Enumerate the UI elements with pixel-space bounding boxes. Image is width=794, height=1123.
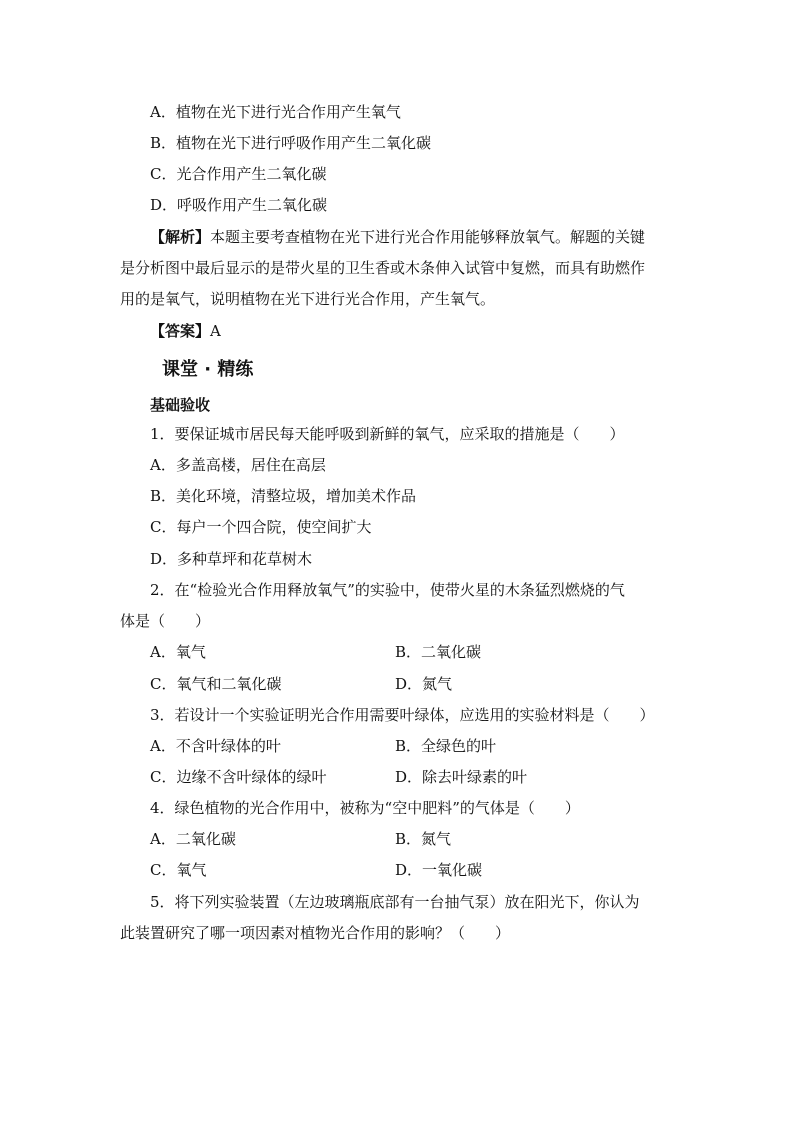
- q3-option-a: A．不含叶绿体的叶: [150, 737, 281, 755]
- q4-option-d: D．一氧化碳: [395, 861, 483, 879]
- analysis-line-3: 用的是氧气，说明植物在光下进行光合作用，产生氧气。: [120, 290, 496, 308]
- prev-option-d: D．呼吸作用产生二氧化碳: [150, 196, 328, 214]
- q4-stem: 4．绿色植物的光合作用中，被称为“空中肥料”的气体是（ ）: [150, 799, 580, 817]
- q3-stem: 3．若设计一个实验证明光合作用需要叶绿体，应选用的实验材料是（ ）: [150, 706, 655, 724]
- prev-option-c: C．光合作用产生二氧化碳: [150, 165, 327, 183]
- q3-option-d: D．除去叶绿素的叶: [395, 768, 528, 786]
- q2-stem-line-2: 体是（ ）: [120, 612, 211, 630]
- section-title: 课堂 · 精练: [162, 359, 254, 380]
- answer-line: [150, 320, 221, 342]
- q3-option-b: B．全绿色的叶: [395, 737, 497, 755]
- q5-stem-line-1: 5．将下列实验装置（左边玻璃瓶底部有一台抽气泵）放在阳光下，你认为: [150, 893, 640, 911]
- analysis-line-2: 是分析图中最后显示的是带火星的卫生香或木条伸入试管中复燃，而具有助燃作: [120, 259, 646, 277]
- analysis-text-1: 本题主要考查植物在光下进行光合作用能够释放氧气。解题的关键: [210, 228, 646, 246]
- section-subtitle: 基础验收: [150, 396, 211, 414]
- q1-option-a: A．多盖高楼，居住在高层: [150, 456, 326, 474]
- q1-option-c: C．每户一个四合院，使空间扩大: [150, 518, 372, 536]
- q2-stem-line-1: 2．在“检验光合作用释放氧气”的实验中，使带火星的木条猛烈燃烧的气: [150, 581, 625, 599]
- q2-option-a: A．氧气: [150, 643, 206, 661]
- q4-option-a: A．二氧化碳: [150, 830, 236, 848]
- q2-option-c: C．氧气和二氧化碳: [150, 675, 282, 693]
- q1-stem: 1．要保证城市居民每天能呼吸到新鲜的氧气，应采取的措施是（ ）: [150, 425, 625, 443]
- q4-option-b: B．氮气: [395, 830, 452, 848]
- q5-stem-line-2: 此装置研究了哪一项因素对植物光合作用的影响？（ ）: [120, 924, 511, 942]
- analysis-tag: 【解析】: [150, 228, 211, 246]
- prev-option-a: A．植物在光下进行光合作用产生氧气: [150, 103, 401, 121]
- q4-option-c: C．氧气: [150, 861, 207, 879]
- answer-value: A: [210, 322, 221, 340]
- q1-option-b: B．美化环境，清整垃圾，增加美术作品: [150, 487, 417, 505]
- q2-option-b: B．二氧化碳: [395, 643, 482, 661]
- q3-option-c: C．边缘不含叶绿体的绿叶: [150, 768, 327, 786]
- q1-option-d: D．多种草坪和花草树木: [150, 550, 313, 568]
- prev-option-b: B．植物在光下进行呼吸作用产生二氧化碳: [150, 134, 432, 152]
- analysis-line-1: [150, 226, 645, 248]
- q2-option-d: D．氮气: [395, 675, 453, 693]
- answer-tag: 【答案】: [150, 322, 211, 340]
